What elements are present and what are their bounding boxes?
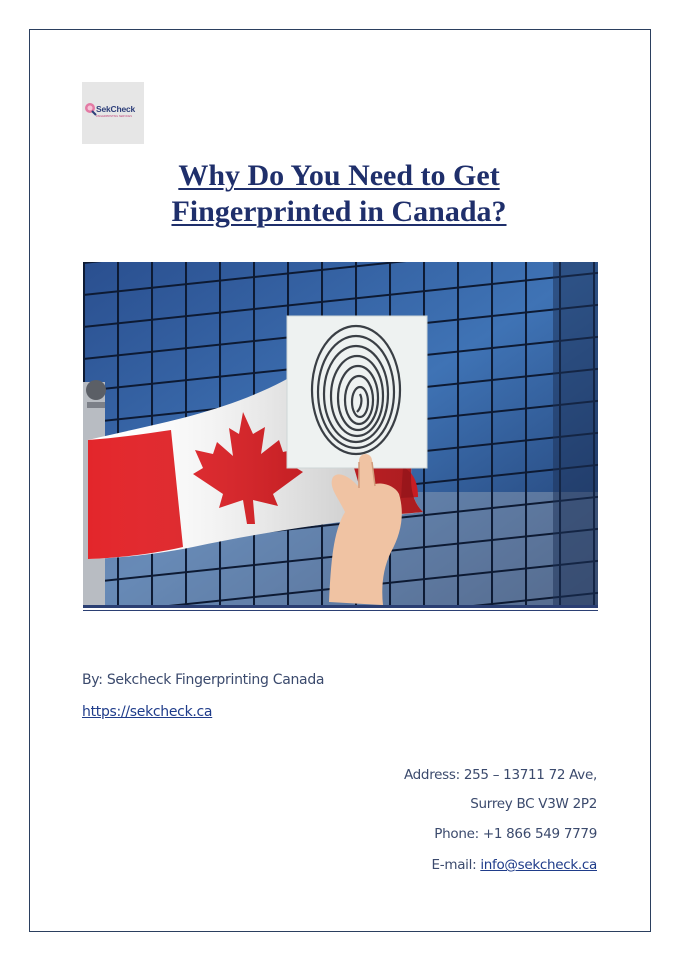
logo-brand-text: SekCheck [96,104,136,114]
address-line-1: Address: 255 – 13711 72 Ave, [403,767,597,783]
divider-thin [83,610,598,611]
logo-tagline: FINGERPRINTING SERVICES [96,115,132,118]
phone-number: Phone: +1 866 549 7779 [434,826,597,842]
email-link[interactable]: info@sekcheck.ca [480,857,597,873]
title-line-1: Why Do You Need to Get [178,159,500,192]
title-line-2: Fingerprinted in Canada? [171,195,507,228]
address-line-2: Surrey BC V3W 2P2 [470,796,597,812]
divider-thick [83,605,598,608]
hero-image [83,262,598,605]
email-label: E-mail: [431,857,481,873]
website-link[interactable]: https://sekcheck.ca [82,704,213,720]
company-logo [82,82,144,144]
email-line [432,857,597,873]
hero-illustration [83,262,598,605]
page-title [100,158,578,230]
author-byline: By: Sekcheck Fingerprinting Canada [82,672,325,688]
